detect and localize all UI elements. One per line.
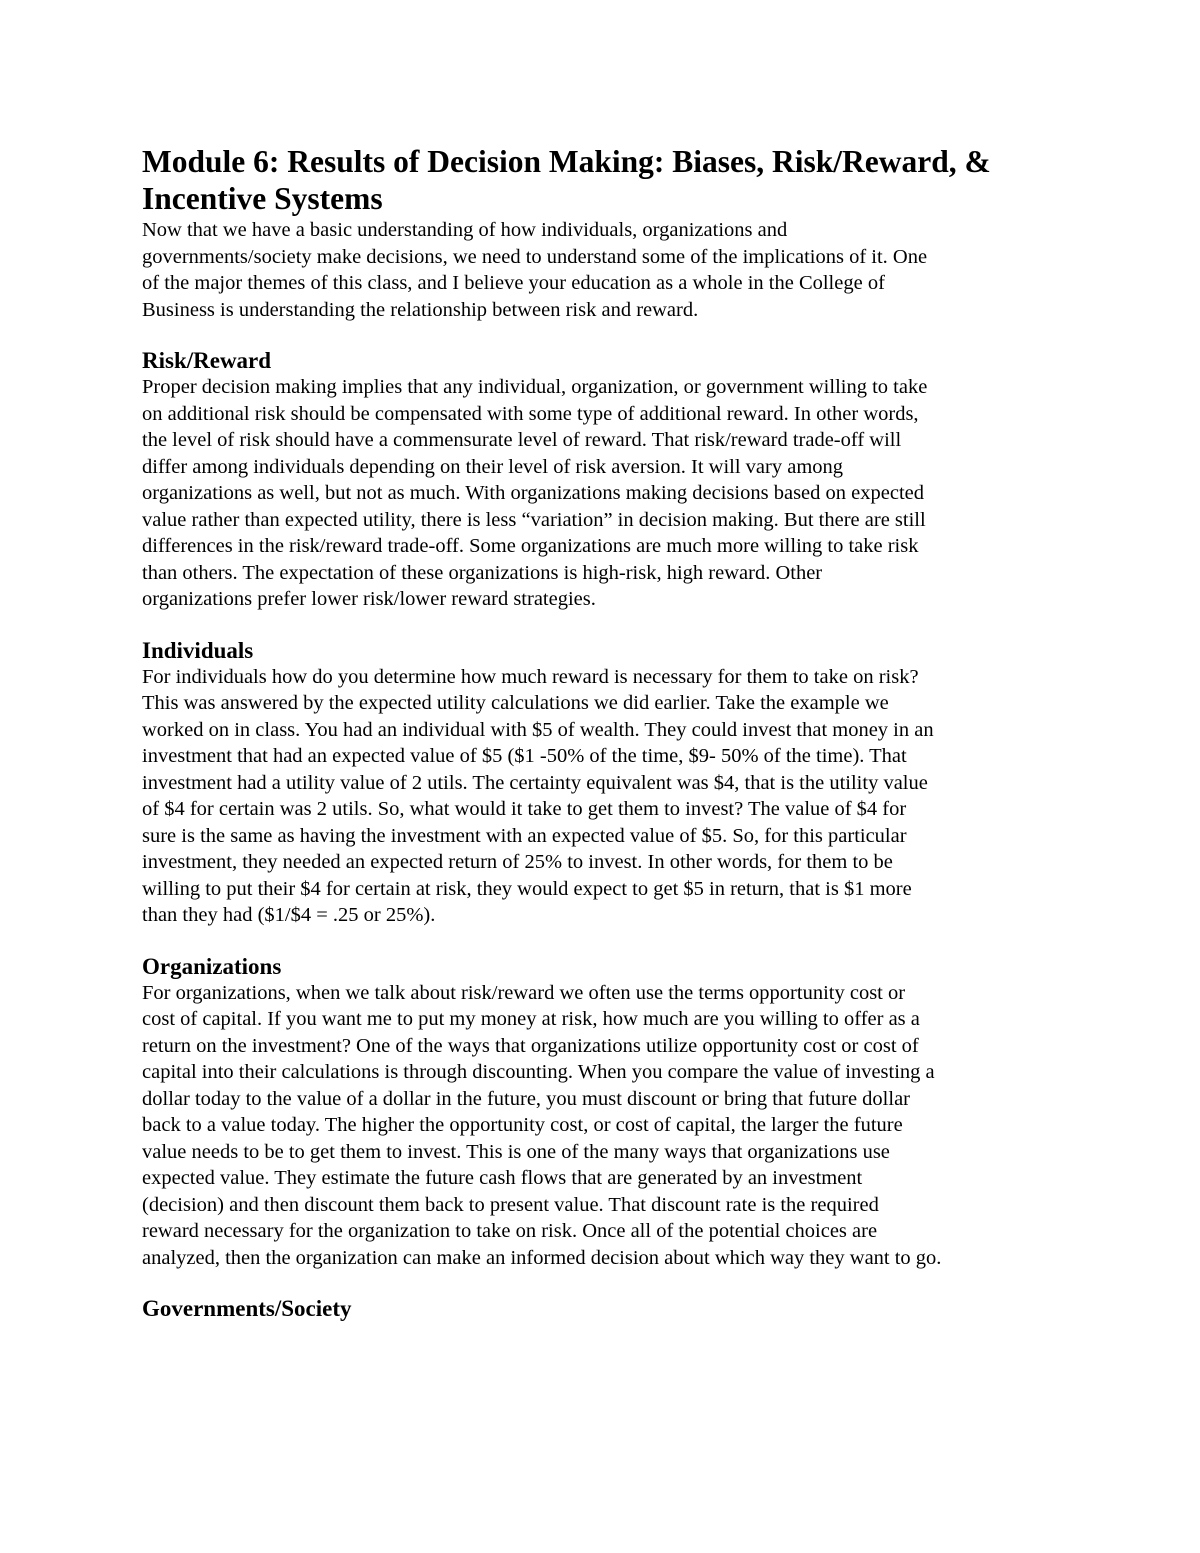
paragraph-line: organizations prefer lower risk/lower reward strategies.	[142, 588, 596, 610]
paragraph-line: This was answered by the expected utility calculations we did earlier. Take the example we	[142, 692, 889, 714]
paragraph-line: of the major themes of this class, and I believe your education as a whole in the College of	[142, 272, 885, 294]
title-line: Module 6: Results of Decision Making: Biases, Risk/Reward, &	[142, 144, 991, 179]
section-heading: Risk/Reward	[142, 348, 272, 373]
section-heading: Organizations	[142, 953, 282, 979]
intro-paragraph	[142, 217, 1072, 323]
document-title	[142, 138, 1072, 217]
section-individuals	[142, 637, 1072, 929]
paragraph-line: value needs to be to get them to invest. This is one of the many ways that organizations use	[142, 1140, 890, 1163]
paragraph-line: value rather than expected utility, there is less “variation” in decision making. But there are still	[142, 508, 926, 531]
paragraph-line: For individuals how do you determine how much reward is necessary for them to take on risk?	[142, 665, 919, 688]
paragraph-line: investment, they needed an expected return of 25% to invest. In other words, for them to be	[142, 851, 893, 873]
paragraph-line: than others. The expectation of these organizations is high-risk, high reward. Other	[142, 561, 823, 584]
paragraph-line: organizations as well, but not as much. With organizations making decisions based on expected	[142, 482, 924, 504]
paragraph-line: differences in the risk/reward trade-off. Some organizations are much more willing to take risk	[142, 535, 919, 557]
section-paragraph	[142, 664, 1072, 929]
paragraph-line: investment had a utility value of 2 utils. The certainty equivalent was $4, that is the utility value	[142, 771, 928, 794]
paragraph-line: differ among individuals depending on their level of risk aversion. It will vary among	[142, 455, 844, 478]
paragraph-line: capital into their calculations is through discounting. When you compare the value of investing a	[142, 1061, 935, 1083]
paragraph-line: on additional risk should be compensated with some type of additional reward. In other words,	[142, 402, 919, 425]
section-governments-society	[142, 1295, 1072, 1322]
section-paragraph	[142, 374, 1072, 613]
paragraph-line: of $4 for certain was 2 utils. So, what would it take to get them to invest? The value of $4 for	[142, 798, 907, 820]
paragraph-line: back to a value today. The higher the opportunity cost, or cost of capital, the larger the future	[142, 1114, 903, 1136]
paragraph-line: analyzed, then the organization can make an informed decision about which way they want to go.	[142, 1246, 942, 1269]
paragraph-line: Now that we have a basic understanding of how individuals, organizations and	[142, 219, 788, 241]
paragraph-line: the level of risk should have a commensurate level of reward. That risk/reward trade-off will	[142, 429, 902, 451]
title-line: Incentive Systems	[142, 181, 383, 216]
paragraph-line: than they had ($1/$4 = .25 or 25%).	[142, 904, 436, 926]
paragraph-line: worked on in class. You had an individual with $5 of wealth. They could invest that money in an	[142, 718, 934, 741]
paragraph-line: governments/society make decisions, we need to understand some of the implications of it. One	[142, 245, 928, 268]
paragraph-line: cost of capital. If you want me to put my money at risk, how much are you willing to offer as a	[142, 1008, 920, 1030]
section-heading: Individuals	[142, 637, 254, 663]
paragraph-line: expected value. They estimate the future cash flows that are generated by an investment	[142, 1167, 863, 1189]
paragraph-line: investment that had an expected value of $5 ($1 -50% of the time, $9- 50% of the time). That	[142, 745, 907, 767]
section-organizations	[142, 953, 1072, 1272]
section-heading: Governments/Society	[142, 1296, 352, 1321]
paragraph-line: willing to put their $4 for certain at risk, they would expect to get $5 in return, that is $1 more	[142, 877, 912, 900]
paragraph-line: reward necessary for the organization to take on risk. Once all of the potential choices are	[142, 1220, 878, 1242]
paragraph-line: dollar today to the value of a dollar in the future, you must discount or bring that future dollar	[142, 1087, 910, 1110]
section-risk-reward	[142, 347, 1072, 613]
paragraph-line: For organizations, when we talk about risk/reward we often use the terms opportunity cost or	[142, 981, 906, 1004]
paragraph-line: return on the investment? One of the ways that organizations utilize opportunity cost or cost of	[142, 1034, 919, 1057]
paragraph-line: (decision) and then discount them back to present value. That discount rate is the required	[142, 1193, 879, 1216]
document-page	[142, 138, 1072, 1322]
paragraph-line: Business is understanding the relationship between risk and reward.	[142, 298, 699, 321]
paragraph-line: Proper decision making implies that any individual, organization, or government willing to take	[142, 376, 928, 398]
section-paragraph	[142, 980, 1072, 1272]
paragraph-line: sure is the same as having the investment with an expected value of $5. So, for this particular	[142, 824, 907, 847]
